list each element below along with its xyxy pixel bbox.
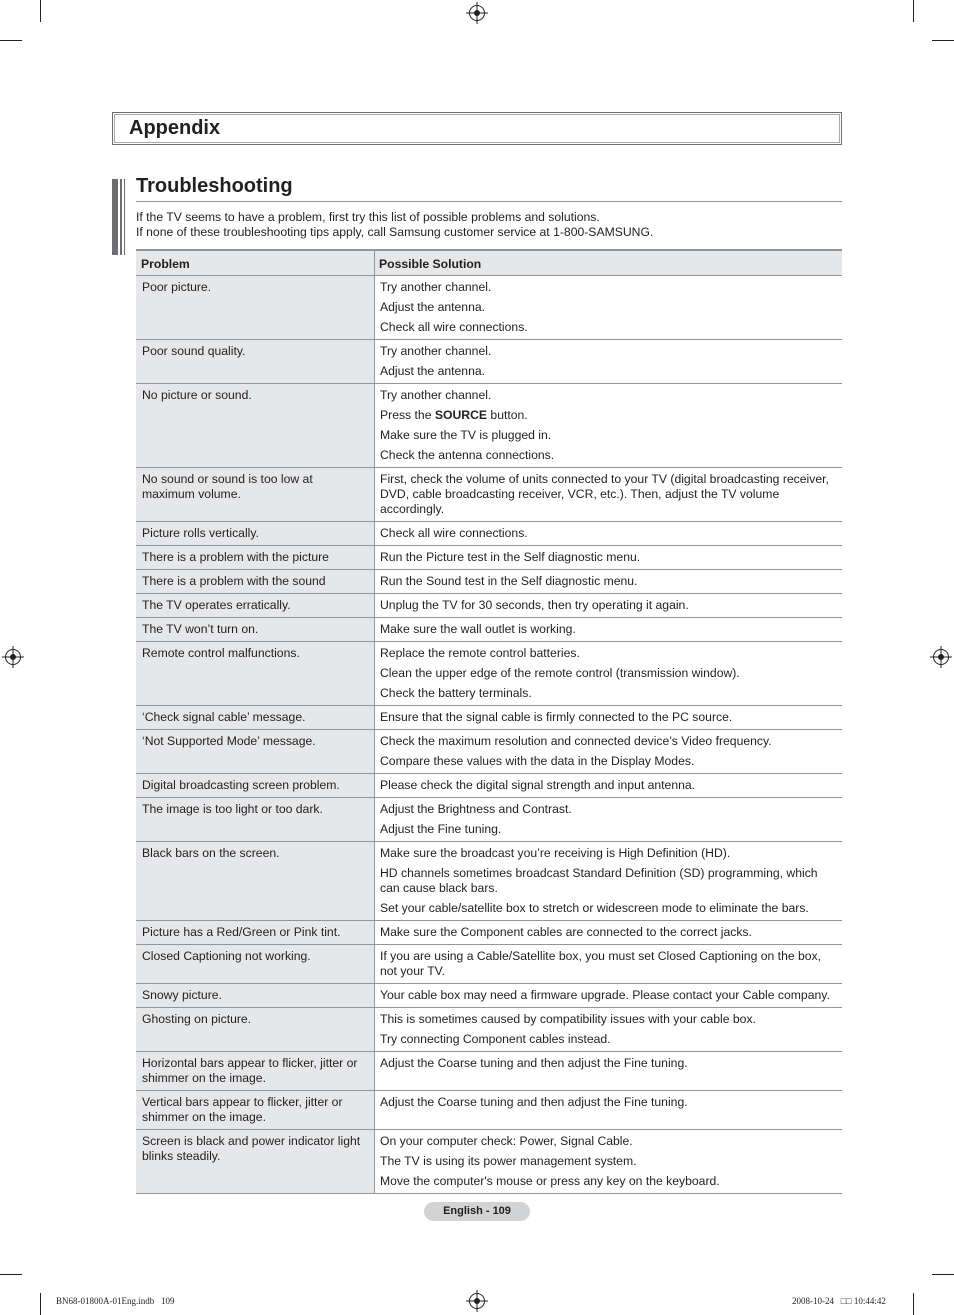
crop-mark — [40, 0, 41, 22]
table-row — [136, 1008, 842, 1052]
problem-cell: Digital broadcasting screen problem. — [136, 774, 375, 798]
problem-cell: The TV operates erratically. — [136, 594, 375, 618]
table-row — [136, 842, 842, 921]
title-divider — [136, 201, 842, 202]
column-header-problem: Problem — [136, 250, 375, 276]
solution-line: Replace the remote control batteries. — [380, 646, 580, 660]
solution-line: This is sometimes caused by compatibility issues with your cable box. — [380, 1012, 756, 1026]
solution-line: Check the battery terminals. — [380, 686, 532, 700]
solution-cell — [375, 730, 843, 774]
table-row — [136, 706, 842, 730]
table-row — [136, 1130, 842, 1194]
crop-mark — [0, 40, 22, 41]
solution-line: Check all wire connections. — [380, 526, 528, 540]
solution-cell — [375, 984, 843, 1008]
registration-mark-icon — [469, 5, 485, 21]
solution-line: First, check the volume of units connected to your TV (digital broadcasting receiver, DVD, cable broadcasting receiver, VCR, etc.). Then, adjust the TV volume accordingly. — [380, 472, 829, 516]
solution-cell — [375, 1052, 843, 1091]
solution-line: Try another channel. — [380, 388, 492, 402]
problem-cell: The image is too light or too dark. — [136, 798, 375, 842]
problem-cell: Closed Captioning not working. — [136, 945, 375, 984]
table-row — [136, 642, 842, 706]
crop-mark — [913, 1293, 914, 1315]
table-row — [136, 276, 842, 340]
problem-cell: Snowy picture. — [136, 984, 375, 1008]
solution-line: Adjust the antenna. — [380, 364, 486, 378]
solution-line: Unplug the TV for 30 seconds, then try operating it again. — [380, 598, 689, 612]
crop-mark — [932, 40, 954, 41]
solution-cell — [375, 522, 843, 546]
problem-cell: ‘Not Supported Mode’ message. — [136, 730, 375, 774]
solution-cell — [375, 1091, 843, 1130]
solution-line: Your cable box may need a firmware upgrade. Please contact your Cable company. — [380, 988, 830, 1002]
solution-cell — [375, 842, 843, 921]
solution-line: Press the SOURCE button. — [380, 408, 528, 422]
problem-cell: Screen is black and power indicator light blinks steadily. — [136, 1130, 375, 1194]
solution-cell — [375, 1130, 843, 1194]
problem-cell: Vertical bars appear to flicker, jitter or shimmer on the image. — [136, 1091, 375, 1130]
print-date: 2008-10-24 □□ 10:44:42 — [792, 1296, 886, 1306]
table-row — [136, 774, 842, 798]
solution-line: Clean the upper edge of the remote control (transmission window). — [380, 666, 740, 680]
solution-line: Try another channel. — [380, 280, 492, 294]
solution-cell — [375, 945, 843, 984]
solution-cell — [375, 546, 843, 570]
solution-line: Please check the digital signal strength and input antenna. — [380, 778, 696, 792]
problem-cell: The TV won’t turn on. — [136, 618, 375, 642]
solution-line: Try another channel. — [380, 344, 492, 358]
table-body — [136, 276, 842, 1194]
table-row — [136, 618, 842, 642]
table-row — [136, 570, 842, 594]
registration-mark-icon — [933, 649, 949, 665]
table-row — [136, 921, 842, 945]
solution-cell — [375, 798, 843, 842]
solution-line: Check all wire connections. — [380, 320, 528, 334]
problem-cell: Ghosting on picture. — [136, 1008, 375, 1052]
troubleshooting-table — [136, 249, 842, 1194]
solution-cell — [375, 618, 843, 642]
section-sidebar-bars — [112, 179, 126, 255]
solution-line: Ensure that the signal cable is firmly connected to the PC source. — [380, 710, 733, 724]
intro-line: If the TV seems to have a problem, first try this list of possible problems and solutions. — [136, 210, 600, 224]
solution-line: Adjust the Coarse tuning and then adjust the Fine tuning. — [380, 1095, 688, 1109]
column-header-solution: Possible Solution — [375, 250, 843, 276]
table-row — [136, 340, 842, 384]
solution-line: Adjust the Coarse tuning and then adjust the Fine tuning. — [380, 1056, 688, 1070]
solution-cell — [375, 921, 843, 945]
solution-line: The TV is using its power management system. — [380, 1154, 637, 1168]
solution-cell — [375, 570, 843, 594]
page-number: English - 109 — [424, 1202, 530, 1221]
table-row — [136, 945, 842, 984]
appendix-header — [112, 112, 842, 145]
solution-line: Move the computer's mouse or press any key on the keyboard. — [380, 1174, 720, 1188]
solution-line: Set your cable/satellite box to stretch or widescreen mode to eliminate the bars. — [380, 901, 809, 915]
problem-cell: Picture rolls vertically. — [136, 522, 375, 546]
solution-cell — [375, 276, 843, 340]
solution-cell — [375, 774, 843, 798]
problem-cell: Black bars on the screen. — [136, 842, 375, 921]
table-row — [136, 468, 842, 522]
table-row — [136, 546, 842, 570]
intro-text — [136, 210, 653, 240]
problem-cell: Picture has a Red/Green or Pink tint. — [136, 921, 375, 945]
crop-mark — [0, 1274, 22, 1275]
solution-line: If you are using a Cable/Satellite box, you must set Closed Captioning on the box, not your TV. — [380, 949, 822, 978]
table-row — [136, 984, 842, 1008]
problem-cell: No sound or sound is too low at maximum volume. — [136, 468, 375, 522]
solution-cell — [375, 1008, 843, 1052]
crop-mark — [932, 1274, 954, 1275]
solution-line: Run the Sound test in the Self diagnostic menu. — [380, 574, 638, 588]
table-row — [136, 522, 842, 546]
solution-line: Adjust the Fine tuning. — [380, 822, 502, 836]
solution-line: Try connecting Component cables instead. — [380, 1032, 611, 1046]
table-header-row — [136, 250, 842, 276]
solution-cell — [375, 594, 843, 618]
solution-line: Adjust the antenna. — [380, 300, 486, 314]
table-row — [136, 1091, 842, 1130]
problem-cell: No picture or sound. — [136, 384, 375, 468]
solution-line: Check the maximum resolution and connected device’s Video frequency. — [380, 734, 772, 748]
problem-cell: There is a problem with the sound — [136, 570, 375, 594]
solution-line: Run the Picture test in the Self diagnostic menu. — [380, 550, 641, 564]
table-row — [136, 594, 842, 618]
solution-line: Make sure the broadcast you’re receiving is High Definition (HD). — [380, 846, 731, 860]
solution-cell — [375, 468, 843, 522]
solution-line: Compare these values with the data in the Display Modes. — [380, 754, 695, 768]
solution-line: Check the antenna connections. — [380, 448, 555, 462]
solution-cell — [375, 642, 843, 706]
problem-cell: ‘Check signal cable’ message. — [136, 706, 375, 730]
solution-line: Make sure the wall outlet is working. — [380, 622, 576, 636]
solution-line: Adjust the Brightness and Contrast. — [380, 802, 572, 816]
solution-line: On your computer check: Power, Signal Cable. — [380, 1134, 633, 1148]
file-info: BN68-01800A-01Eng.indb 109 — [56, 1296, 175, 1306]
table-row — [136, 1052, 842, 1091]
solution-line: Make sure the Component cables are connected to the correct jacks. — [380, 925, 752, 939]
problem-cell: Poor sound quality. — [136, 340, 375, 384]
appendix-title: Appendix — [129, 117, 221, 139]
registration-mark-icon — [5, 649, 21, 665]
solution-cell — [375, 340, 843, 384]
table-row — [136, 730, 842, 774]
solution-cell — [375, 706, 843, 730]
crop-mark — [913, 0, 914, 22]
table-row — [136, 384, 842, 468]
section-title: Troubleshooting — [136, 175, 293, 197]
table-row — [136, 798, 842, 842]
solution-line: HD channels sometimes broadcast Standard Definition (SD) programming, which can cause black bars. — [380, 866, 818, 895]
intro-line: If none of these troubleshooting tips apply, call Samsung customer service at 1-800-SAMSUNG. — [136, 225, 654, 239]
crop-mark — [40, 1293, 41, 1315]
solution-line: Make sure the TV is plugged in. — [380, 428, 552, 442]
problem-cell: There is a problem with the picture — [136, 546, 375, 570]
problem-cell: Poor picture. — [136, 276, 375, 340]
problem-cell: Horizontal bars appear to flicker, jitter or shimmer on the image. — [136, 1052, 375, 1091]
solution-cell — [375, 384, 843, 468]
problem-cell: Remote control malfunctions. — [136, 642, 375, 706]
registration-mark-icon — [469, 1293, 485, 1309]
